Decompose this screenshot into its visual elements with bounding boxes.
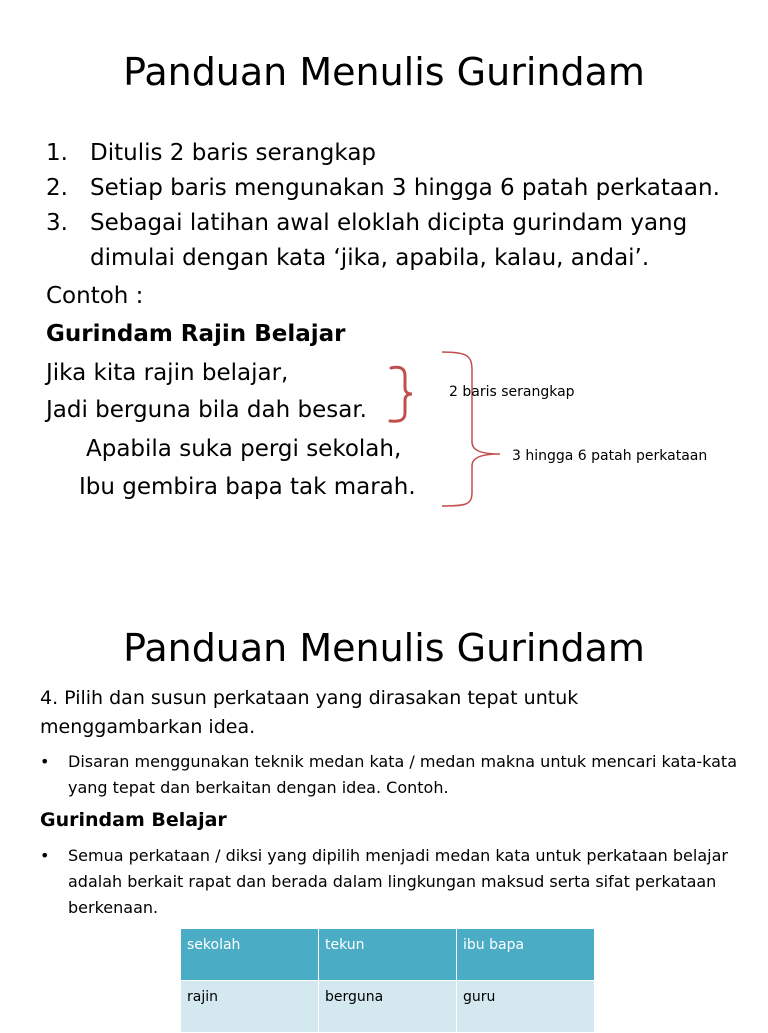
bullet-text: Disaran menggunakan teknik medan kata / medan makna untuk mencari kata-kata yang tepat dan berkaitan dengan idea. Contoh. bbox=[68, 752, 738, 797]
point-4: 4. Pilih dan susun perkataan yang dirasakan tepat untuk menggambarkan idea. bbox=[40, 687, 579, 738]
poem-line: Apabila suka pergi sekolah, bbox=[86, 436, 402, 462]
list-number: 1. bbox=[46, 140, 68, 166]
table-cell: ibu bapa bbox=[457, 929, 595, 981]
table-header-row bbox=[181, 929, 595, 981]
large-brace bbox=[442, 352, 500, 506]
bullet-dot: • bbox=[40, 752, 50, 771]
bullet-item bbox=[40, 843, 740, 921]
bullet-item bbox=[40, 749, 740, 801]
table-row bbox=[181, 981, 595, 1033]
list-number: 2. bbox=[46, 175, 68, 201]
list-text-continued: dimulai dengan kata ‘jika, apabila, kalau, andai’. bbox=[90, 245, 650, 271]
list-text: Setiap baris mengunakan 3 hingga 6 patah perkataan. bbox=[90, 175, 720, 201]
slide-2-title: Panduan Menulis Gurindam bbox=[123, 626, 645, 670]
table-cell: rajin bbox=[181, 981, 319, 1033]
note-patah-perkataan: 3 hingga 6 patah perkataan bbox=[512, 448, 708, 464]
poem-line: Jadi berguna bila dah besar. bbox=[46, 397, 367, 423]
bullet-text: Semua perkataan / diksi yang dipilih menjadi medan kata untuk perkataan belajar adalah berkait rapat dan berada dalam lingkungan maksud serta sifat perkataan berkenaan. bbox=[68, 846, 728, 917]
table-cell: sekolah bbox=[181, 929, 319, 981]
poem-line: Ibu gembira bapa tak marah. bbox=[79, 474, 416, 500]
list-number: 3. bbox=[46, 210, 68, 236]
contoh-label: Contoh : bbox=[46, 283, 144, 309]
slide-1-title: Panduan Menulis Gurindam bbox=[123, 50, 645, 94]
small-brace bbox=[390, 367, 412, 421]
list-text: Ditulis 2 baris serangkap bbox=[90, 140, 377, 166]
section-heading: Gurindam Belajar bbox=[40, 809, 227, 831]
poem-heading: Gurindam Rajin Belajar bbox=[46, 321, 346, 347]
slide-2 bbox=[0, 590, 768, 1024]
bullet-dot: • bbox=[40, 846, 50, 865]
word-field-table bbox=[180, 928, 595, 1033]
poem-line: Jika kita rajin belajar, bbox=[46, 360, 289, 386]
list-text: Sebagai latihan awal eloklah dicipta gurindam yang bbox=[90, 210, 688, 236]
note-serangkap: 2 baris serangkap bbox=[449, 384, 575, 400]
table-cell: guru bbox=[457, 981, 595, 1033]
table-cell: tekun bbox=[319, 929, 457, 981]
table-cell: berguna bbox=[319, 981, 457, 1033]
